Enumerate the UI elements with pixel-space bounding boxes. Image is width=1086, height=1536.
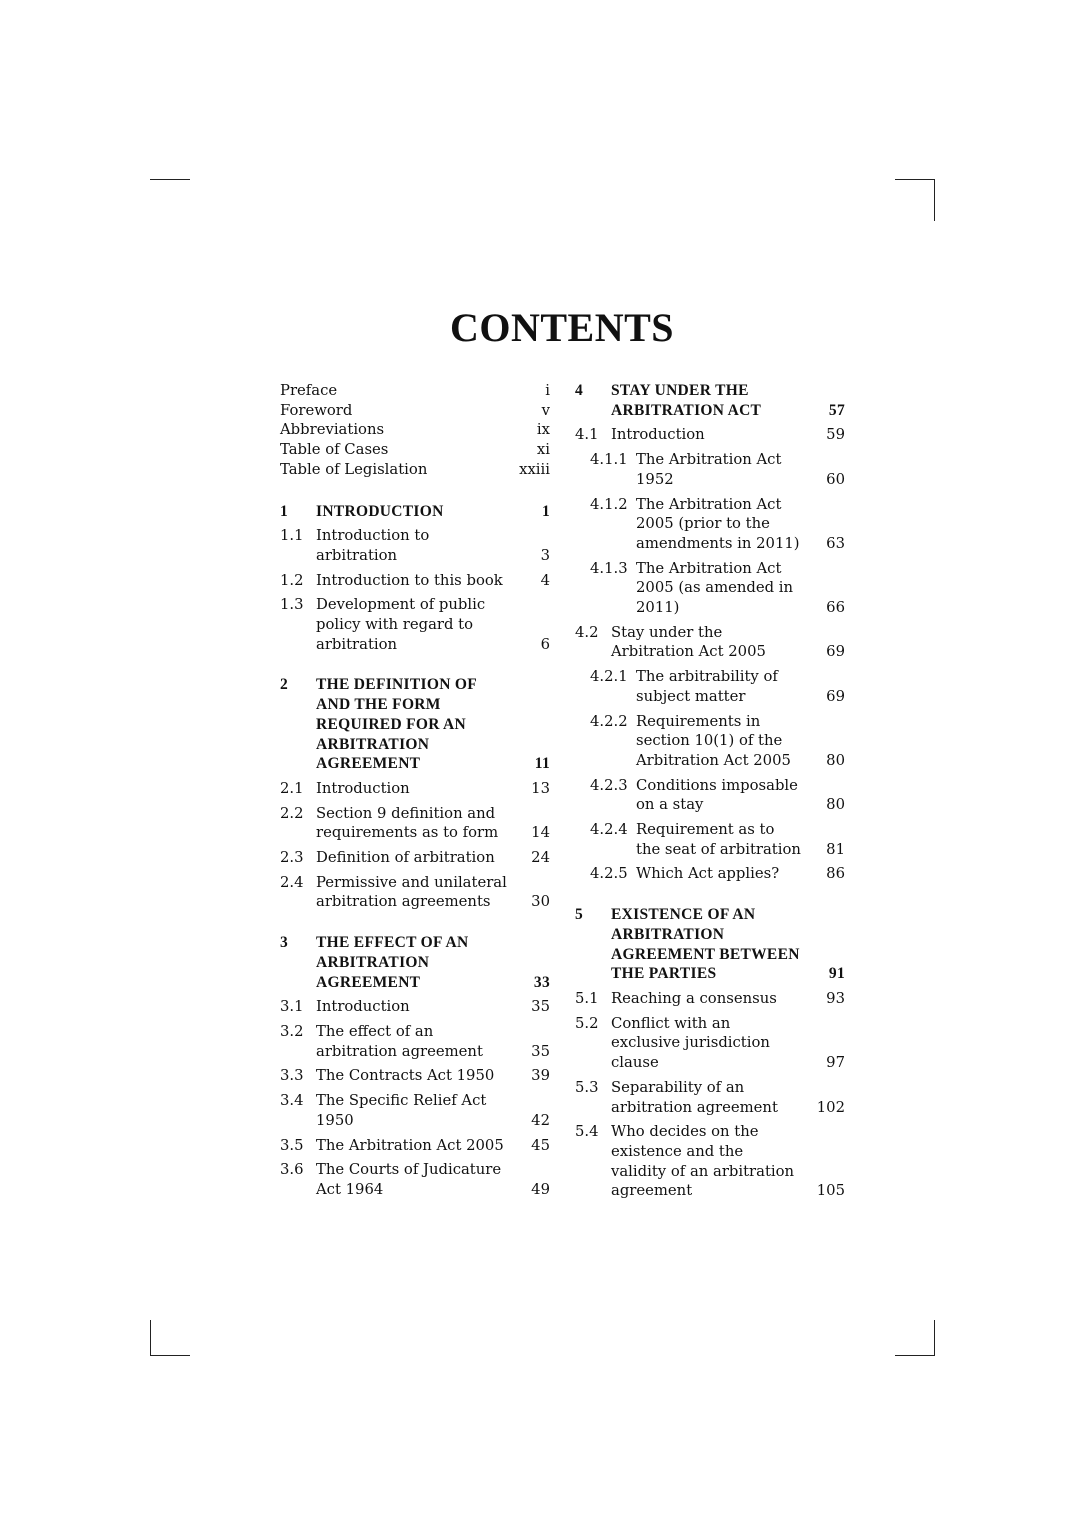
chapter-page: 33 (533, 973, 550, 991)
section-entry[interactable] (280, 1066, 550, 1086)
chapter-number: 4 (575, 382, 584, 399)
section-number: 5.4 (575, 1123, 599, 1141)
subsection-entry[interactable] (575, 820, 845, 859)
section-title: Introduction (316, 779, 410, 797)
subsection-title: Requirement as to the seat of arbitration (636, 821, 801, 858)
chapter-number: 3 (280, 934, 289, 952)
toc-column-left (280, 381, 550, 1205)
page-title: CONTENTS (449, 305, 675, 350)
section-entry[interactable] (280, 526, 550, 565)
section-title: Section 9 definition and requirements as to form (316, 804, 499, 842)
subsection-entry[interactable] (575, 712, 845, 771)
section-page: 49 (531, 1180, 550, 1198)
section-entry[interactable] (575, 425, 845, 445)
section-title: Who decides on the existence and the validity of an arbitration agreement (611, 1123, 795, 1200)
section-page: 97 (826, 1054, 845, 1072)
section-page: 105 (816, 1182, 845, 1200)
section-number: 5.1 (575, 989, 599, 1007)
section-number: 3.3 (280, 1067, 304, 1085)
crop-mark-bottom-left-vertical (150, 1320, 151, 1356)
section-title: Conflict with an exclusive jurisdiction clause (611, 1014, 770, 1072)
section-entry[interactable] (280, 848, 550, 868)
section-number: 3.1 (280, 998, 304, 1016)
crop-mark-bottom-right (895, 1355, 935, 1356)
section-title: Definition of arbitration (316, 849, 495, 867)
section-page: 3 (540, 546, 550, 564)
section-number: 5.3 (575, 1078, 599, 1096)
subsection-page: 60 (826, 470, 845, 488)
section-title: Introduction (316, 998, 410, 1016)
section-page: 14 (531, 824, 550, 842)
subsection-number: 4.2.3 (590, 776, 628, 794)
entry-title: Abbreviations (280, 421, 385, 439)
section-number: 1.2 (280, 571, 304, 589)
section-title: Stay under the Arbitration Act 2005 (611, 623, 766, 661)
section-entry[interactable] (280, 1160, 550, 1199)
section-title: The Contracts Act 1950 (316, 1067, 495, 1085)
section-entry[interactable] (280, 1022, 550, 1061)
subsection-number: 4.1.2 (590, 495, 628, 513)
section-title: The Courts of Judicature Act 1964 (316, 1161, 502, 1198)
section-title: Introduction (611, 426, 705, 444)
chapter-page: 91 (828, 965, 845, 983)
subsection-entry[interactable] (575, 559, 845, 618)
chapter-title: THE DEFINITION OF AND THE FORM REQUIRED FOR AN ARBITRATION AGREEMENT (316, 676, 477, 773)
section-number: 1.1 (280, 527, 304, 545)
chapter-title: INTRODUCTION (316, 502, 444, 520)
section-entry[interactable] (280, 1091, 550, 1130)
chapter-number: 5 (575, 906, 584, 924)
chapter-entry[interactable] (575, 905, 845, 984)
subsection-page: 81 (826, 840, 845, 858)
subsection-entry[interactable] (575, 864, 845, 884)
chapter-entry[interactable] (575, 381, 845, 420)
chapter-number: 1 (280, 502, 289, 520)
section-page: 24 (531, 849, 550, 867)
front-matter-entry[interactable] (280, 460, 550, 480)
entry-title: Table of Cases (280, 441, 389, 459)
entry-page: v (541, 401, 550, 419)
chapter-title: THE EFFECT OF AN ARBITRATION AGREEMENT (316, 934, 469, 991)
section-number: 5.2 (575, 1014, 599, 1032)
subsection-entry[interactable] (575, 776, 845, 815)
chapter-page: 11 (534, 755, 550, 773)
section-number: 1.3 (280, 596, 304, 614)
section-entry[interactable] (280, 1136, 550, 1156)
section-number: 3.2 (280, 1022, 304, 1040)
section-number: 2.1 (280, 779, 304, 797)
section-entry[interactable] (280, 571, 550, 591)
entry-title: Foreword (280, 401, 353, 419)
section-entry[interactable] (575, 1078, 845, 1117)
front-matter-entry[interactable] (280, 381, 550, 401)
section-page: 45 (531, 1136, 550, 1154)
subsection-title: Conditions imposable on a stay (636, 776, 798, 814)
section-page: 42 (531, 1111, 550, 1129)
subsection-title: The arbitrability of subject matter (636, 668, 778, 705)
subsection-title: Which Act applies? (636, 865, 780, 883)
crop-mark-bottom-right-vertical (934, 1320, 935, 1356)
section-entry[interactable] (280, 997, 550, 1017)
subsection-page: 63 (826, 534, 845, 552)
chapter-number: 2 (280, 676, 289, 694)
section-page: 30 (531, 893, 550, 911)
front-matter-entry[interactable] (280, 440, 550, 460)
section-entry[interactable] (280, 779, 550, 799)
section-page: 35 (531, 1042, 550, 1060)
chapter-entry[interactable] (280, 675, 550, 774)
subsection-page: 80 (826, 796, 845, 814)
entry-page: ix (536, 421, 550, 439)
subsection-entry[interactable] (575, 450, 845, 489)
section-title: Permissive and unilateral arbitration agreements (316, 873, 507, 911)
section-entry[interactable] (575, 623, 845, 662)
subsection-title: The Arbitration Act 2005 (prior to the amendments in 2011) (636, 495, 800, 552)
section-number: 3.4 (280, 1092, 304, 1110)
section-entry[interactable] (575, 1122, 845, 1201)
subsection-title: Requirements in section 10(1) of the Arbitration Act 2005 (636, 712, 791, 769)
section-number: 2.2 (280, 804, 304, 822)
subsection-number: 4.2.2 (590, 712, 628, 730)
section-entry[interactable] (575, 989, 845, 1009)
subsection-title: The Arbitration Act 1952 (636, 451, 782, 488)
section-number: 3.6 (280, 1161, 304, 1179)
crop-mark-top-left (150, 179, 190, 180)
chapter-entry[interactable] (280, 502, 550, 522)
subsection-number: 4.2.5 (590, 865, 628, 883)
chapter-page: 1 (541, 502, 550, 520)
crop-mark-top-right (895, 179, 935, 180)
section-number: 2.4 (280, 873, 304, 891)
chapter-title: EXISTENCE OF AN ARBITRATION AGREEMENT BETWEEN THE PARTIES (611, 906, 800, 983)
section-page: 39 (531, 1067, 550, 1085)
subsection-number: 4.2.4 (590, 821, 628, 839)
toc-column-right (575, 381, 845, 1206)
entry-page: xi (536, 441, 550, 459)
section-entry[interactable] (280, 595, 550, 654)
section-number: 2.3 (280, 849, 304, 867)
subsection-page: 66 (826, 599, 845, 617)
section-title: Reaching a consensus (611, 989, 777, 1007)
front-matter-list (280, 381, 550, 480)
front-matter-entry[interactable] (280, 420, 550, 440)
section-number: 3.5 (280, 1136, 304, 1154)
entry-page: i (545, 382, 550, 399)
section-title: Introduction to arbitration (316, 527, 430, 564)
section-entry[interactable] (280, 804, 550, 843)
section-page: 6 (540, 635, 550, 653)
section-page: 69 (826, 643, 845, 661)
subsection-page: 86 (826, 865, 845, 883)
subsection-title: The Arbitration Act 2005 (as amended in 2011) (636, 559, 794, 617)
crop-mark-bottom-left (150, 1355, 190, 1356)
entry-page: xxiii (519, 460, 550, 478)
front-matter-entry[interactable] (280, 401, 550, 421)
subsection-number: 4.2.1 (590, 668, 628, 686)
section-title: Separability of an arbitration agreement (611, 1078, 778, 1116)
section-title: Introduction to this book (316, 571, 503, 589)
subsection-entry[interactable] (575, 495, 845, 554)
section-page: 13 (531, 779, 550, 797)
section-title: The Arbitration Act 2005 (316, 1136, 504, 1154)
subsection-page: 80 (826, 751, 845, 769)
crop-mark-top-right-vertical (934, 179, 935, 221)
section-page: 35 (531, 998, 550, 1016)
subsection-entry[interactable] (575, 667, 845, 706)
section-page: 93 (826, 989, 845, 1007)
subsection-page: 69 (826, 687, 845, 705)
chapter-entry[interactable] (280, 933, 550, 992)
chapter-title: STAY UNDER THE ARBITRATION ACT (611, 382, 762, 419)
chapter-page: 57 (828, 401, 845, 419)
section-entry[interactable] (280, 873, 550, 912)
section-number: 4.1 (575, 426, 599, 444)
entry-title: Table of Legislation (280, 460, 428, 478)
section-title: The effect of an arbitration agreement (316, 1022, 483, 1060)
subsection-number: 4.1.3 (590, 559, 628, 577)
section-page: 4 (540, 571, 550, 589)
section-title: Development of public policy with regard to arbitration (316, 596, 486, 653)
section-page: 102 (816, 1098, 845, 1116)
section-entry[interactable] (575, 1014, 845, 1073)
section-number: 4.2 (575, 623, 599, 641)
entry-title: Preface (280, 382, 338, 399)
section-title: The Specific Relief Act 1950 (316, 1092, 487, 1129)
subsection-number: 4.1.1 (590, 451, 628, 469)
section-page: 59 (826, 426, 845, 444)
